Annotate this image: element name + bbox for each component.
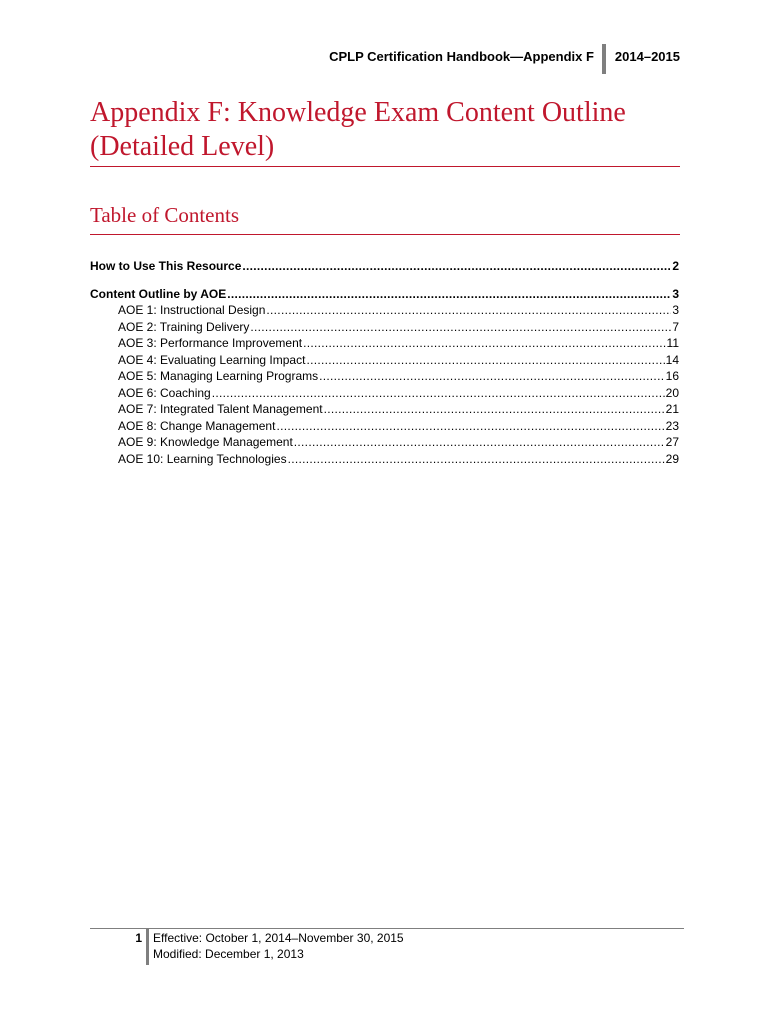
toc-entry-label: AOE 8: Change Management <box>118 418 276 433</box>
header-year: 2014–2015 <box>614 49 680 64</box>
page-number: 1 <box>135 931 142 945</box>
toc-leader <box>324 401 665 418</box>
page-footer <box>90 929 684 965</box>
title-rule <box>90 166 680 167</box>
toc-entry-aoe-1[interactable] <box>90 302 679 319</box>
footer-dates <box>153 930 404 962</box>
toc-leader <box>276 418 664 435</box>
toc-entry-page: 3 <box>672 286 679 301</box>
toc-entry-how-to-use[interactable] <box>90 258 679 275</box>
toc-leader <box>288 451 665 468</box>
toc-entry-page: 21 <box>665 402 679 416</box>
effective-date: Effective: October 1, 2014–November 30, 2015 <box>153 931 404 945</box>
toc-entry-page: 20 <box>665 385 679 400</box>
modified-date: Modified: December 1, 2013 <box>153 947 304 961</box>
toc-entry-content-outline[interactable] <box>90 286 679 303</box>
toc-leader <box>294 434 665 451</box>
toc-entry-page: 2 <box>672 259 679 273</box>
toc-entry-aoe-10[interactable] <box>90 451 679 468</box>
toc-entry-page: 3 <box>672 303 679 317</box>
running-header <box>329 44 680 74</box>
toc-entry-label: AOE 6: Coaching <box>118 385 211 400</box>
toc-entry-page: 16 <box>665 369 679 383</box>
toc-entry-page: 27 <box>665 435 679 449</box>
toc-leader <box>212 385 665 402</box>
toc-entry-aoe-5[interactable] <box>90 368 679 385</box>
toc-entry-label: AOE 1: Instructional Design <box>118 303 266 317</box>
toc-leader <box>303 335 665 352</box>
toc-entry-page: 7 <box>672 319 679 334</box>
toc-entry-label: AOE 4: Evaluating Learning Impact <box>118 352 306 367</box>
toc-entry-label: AOE 9: Knowledge Management <box>118 435 293 449</box>
toc-entry-label: How to Use This Resource <box>90 259 242 273</box>
table-of-contents <box>90 254 679 467</box>
toc-entry-aoe-8[interactable] <box>90 418 679 435</box>
toc-entry-page: 29 <box>665 451 679 466</box>
page-title: Appendix F: Knowledge Exam Content Outline (Detailed Level) <box>90 97 626 162</box>
toc-leader <box>266 302 671 319</box>
toc-entry-page: 23 <box>665 418 679 433</box>
toc-leader <box>319 368 665 385</box>
footer-separator <box>146 929 149 965</box>
toc-entry-aoe-3[interactable] <box>90 335 679 352</box>
toc-entry-label: AOE 2: Training Delivery <box>118 319 250 334</box>
header-title: CPLP Certification Handbook—Appendix F <box>329 49 594 64</box>
toc-entry-aoe-9[interactable] <box>90 434 679 451</box>
toc-heading: Table of Contents <box>90 203 239 227</box>
toc-entry-aoe-2[interactable] <box>90 319 679 336</box>
toc-leader <box>250 319 671 336</box>
toc-entry-label: AOE 7: Integrated Talent Management <box>118 402 323 416</box>
toc-entry-label: AOE 10: Learning Technologies <box>118 451 287 466</box>
toc-heading-rule <box>90 234 680 235</box>
toc-leader <box>306 352 664 369</box>
toc-entry-label: AOE 3: Performance Improvement <box>118 336 303 350</box>
toc-leader <box>227 286 671 303</box>
toc-entry-aoe-6[interactable] <box>90 385 679 402</box>
toc-entry-label: Content Outline by AOE <box>90 286 227 301</box>
toc-entry-label: AOE 5: Managing Learning Programs <box>118 369 319 383</box>
toc-entry-aoe-4[interactable] <box>90 352 679 369</box>
toc-entry-aoe-7[interactable] <box>90 401 679 418</box>
toc-entry-page: 11 <box>666 336 679 350</box>
toc-leader <box>242 258 671 275</box>
toc-entry-page: 14 <box>665 352 679 367</box>
